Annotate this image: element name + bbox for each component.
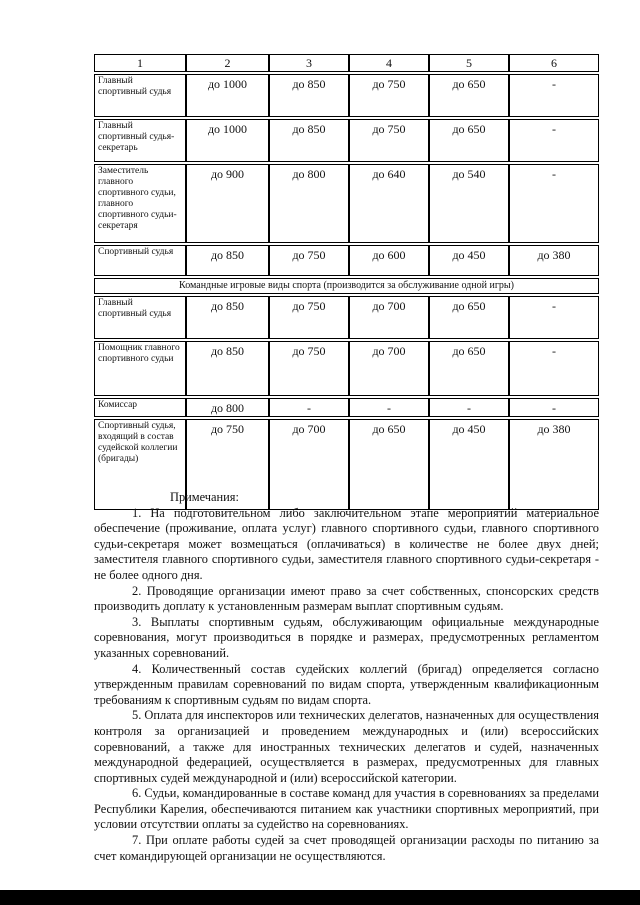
column-number: 3 bbox=[269, 54, 349, 72]
fee-cell: до 750 bbox=[269, 296, 349, 339]
scan-bottom-edge bbox=[0, 890, 640, 905]
role-cell: Заместитель главного спортивного судьи, главного спортивного судьи-секретаря bbox=[94, 164, 186, 243]
role-cell: Помощник главного спортивного судьи bbox=[94, 341, 186, 396]
role-cell: Главный спортивный судья bbox=[94, 74, 186, 117]
section-title: Командные игровые виды спорта (производится за обслуживание одной игры) bbox=[94, 278, 599, 294]
fee-cell: до 640 bbox=[349, 164, 429, 243]
fee-cell: до 700 bbox=[349, 296, 429, 339]
column-number: 2 bbox=[186, 54, 269, 72]
fee-cell: - bbox=[429, 398, 509, 417]
fee-cell: до 700 bbox=[269, 419, 349, 510]
fee-cell: до 750 bbox=[269, 245, 349, 276]
fee-cell: до 650 bbox=[429, 119, 509, 162]
fee-cell: до 450 bbox=[429, 245, 509, 276]
fee-cell: до 750 bbox=[186, 419, 269, 510]
role-cell: Спортивный судья, входящий в состав судейской коллегии (бригады) bbox=[94, 419, 186, 510]
fee-cell: - bbox=[509, 164, 599, 243]
fee-cell: до 450 bbox=[429, 419, 509, 510]
fee-cell: до 600 bbox=[349, 245, 429, 276]
fee-cell: до 1000 bbox=[186, 119, 269, 162]
fee-cell: - bbox=[269, 398, 349, 417]
fee-cell: - bbox=[509, 296, 599, 339]
fee-cell: до 650 bbox=[429, 296, 509, 339]
role-cell: Главный спортивный судья bbox=[94, 296, 186, 339]
table-row bbox=[94, 119, 599, 162]
fee-cell: до 650 bbox=[429, 341, 509, 396]
fee-cell: до 1000 bbox=[186, 74, 269, 117]
note-paragraph: 6. Судьи, командированные в составе команд для участия в соревнованиях за пределами Республики Карелия, обеспечиваются питанием как участники спортивных мероприятий, при условии отсутствии оплаты за судейство на соревнованиях. bbox=[94, 786, 599, 832]
note-paragraph: 1. На подготовительном либо заключительном этапе мероприятий материальное обеспечение (проживание, оплата услуг) главного спортивного судьи, главного спортивного судьи-секретаря может возмещаться (оплачиваться) в количестве не более двух дней; заместителя главного спортивного судьи, заместителя главного спортивного судьи-секретаря - не более одного дня. bbox=[94, 505, 599, 582]
table-row bbox=[94, 245, 599, 276]
table-row bbox=[94, 341, 599, 396]
fee-cell: до 850 bbox=[186, 296, 269, 339]
fee-cell: - bbox=[509, 398, 599, 417]
fee-cell: до 380 bbox=[509, 245, 599, 276]
fee-cell: до 850 bbox=[186, 245, 269, 276]
notes-heading: Примечания: bbox=[170, 490, 239, 504]
fee-cell: до 800 bbox=[269, 164, 349, 243]
note-paragraph: 2. Проводящие организации имеют право за счет собственных, спонсорских средств производить доплату к установленным размерам выплат спортивным судьям. bbox=[94, 583, 599, 614]
fee-cell: - bbox=[509, 341, 599, 396]
fee-cell: - bbox=[509, 119, 599, 162]
fee-cell: до 380 bbox=[509, 419, 599, 510]
fee-cell: до 750 bbox=[269, 341, 349, 396]
role-cell: Спортивный судья bbox=[94, 245, 186, 276]
note-paragraph: 5. Оплата для инспекторов или технических делегатов, назначенных для осуществления контроля за организацией и проведением международных и (или) всероссийских соревнований, а также для иностранных технических делегатов и судей, назначенных международной федерацией, осуществляется в размерах, предусмотренных для главных спортивных судей международной и (или) всероссийской категории. bbox=[94, 708, 599, 785]
referee-fee-table bbox=[94, 54, 599, 510]
fee-cell: - bbox=[349, 398, 429, 417]
fee-cell: до 750 bbox=[349, 119, 429, 162]
fee-cell: - bbox=[509, 74, 599, 117]
fee-cell: до 700 bbox=[349, 341, 429, 396]
column-number: 4 bbox=[349, 54, 429, 72]
fee-cell: до 800 bbox=[186, 398, 269, 417]
table-row bbox=[94, 398, 599, 417]
fee-cell: до 750 bbox=[349, 74, 429, 117]
table-row bbox=[94, 164, 599, 243]
role-cell: Комиссар bbox=[94, 398, 186, 417]
fee-cell: до 850 bbox=[269, 119, 349, 162]
fee-cell: до 900 bbox=[186, 164, 269, 243]
notes-section bbox=[94, 490, 599, 864]
note-paragraph: 7. При оплате работы судей за счет проводящей организации расходы по питанию за счет командирующей организации не осуществляются. bbox=[94, 833, 599, 863]
fee-cell: до 540 bbox=[429, 164, 509, 243]
note-paragraph: 4. Количественный состав судейских коллегий (бригад) определяется согласно утвержденным правилам соревнований по видам спорта, утвержденным квалификационным требованиям к спортивным судьям по видам спорта. bbox=[94, 661, 599, 707]
table-row bbox=[94, 74, 599, 117]
fee-cell: до 650 bbox=[349, 419, 429, 510]
fee-cell: до 850 bbox=[186, 341, 269, 396]
column-number: 1 bbox=[94, 54, 186, 72]
fee-cell: до 650 bbox=[429, 74, 509, 117]
role-cell: Главный спортивный судья-секретарь bbox=[94, 119, 186, 162]
note-paragraph: 3. Выплаты спортивным судьям, обслуживающим официальные международные соревнования, могут производиться в порядке и размерах, предусмотренных регламентом указанных соревнований. bbox=[94, 614, 599, 660]
table-row bbox=[94, 296, 599, 339]
column-number-row bbox=[94, 54, 599, 72]
fee-cell: до 850 bbox=[269, 74, 349, 117]
section-row bbox=[94, 278, 599, 294]
column-number: 6 bbox=[509, 54, 599, 72]
column-number: 5 bbox=[429, 54, 509, 72]
